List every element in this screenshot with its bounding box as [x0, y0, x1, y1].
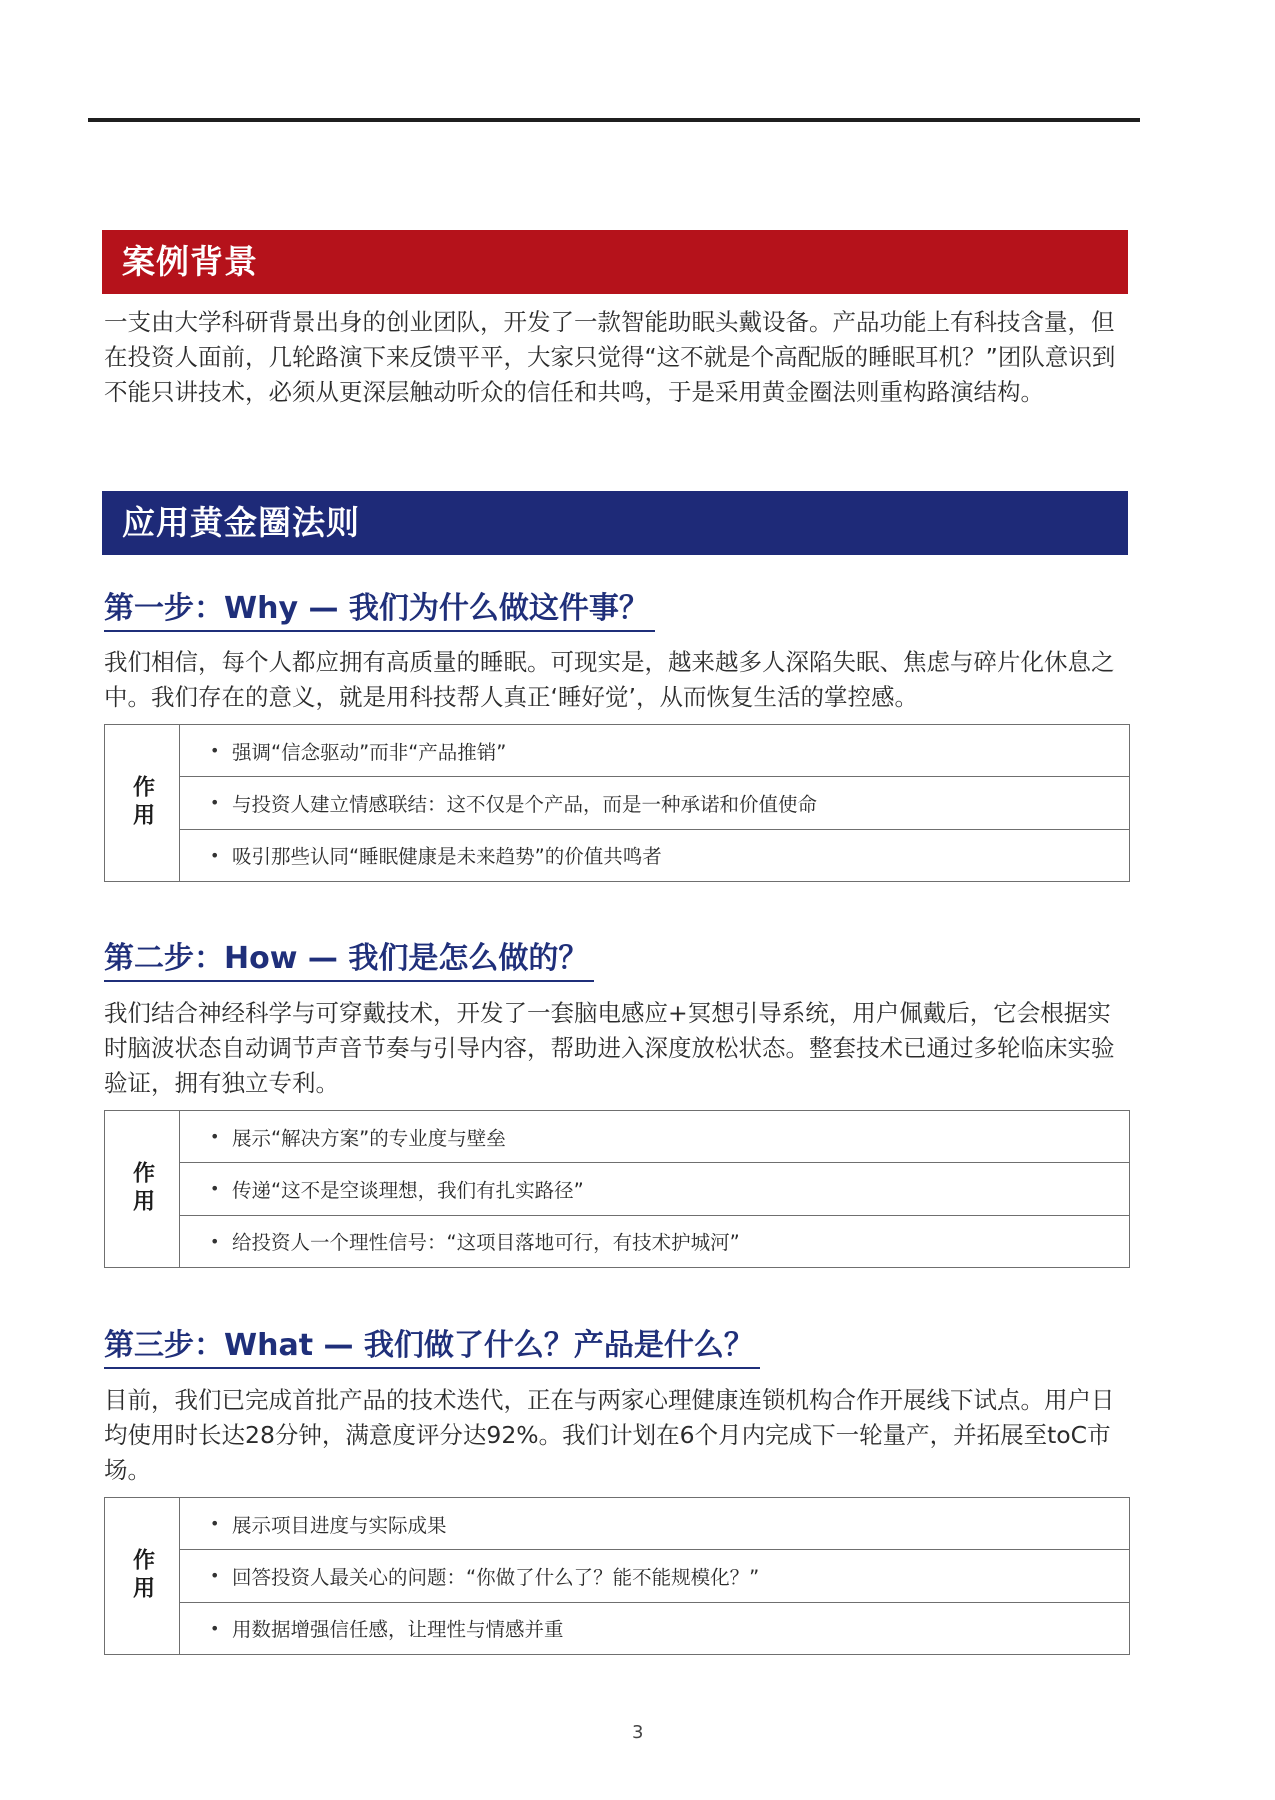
- step-3-title: 第三步：What — 我们做了什么？产品是什么？: [104, 1325, 760, 1369]
- effect-item: • 用数据增强信任感，让理性与情感并重: [210, 1618, 564, 1642]
- bullet-icon: •: [210, 1179, 220, 1199]
- bullet-icon: •: [210, 1231, 220, 1251]
- effect-item: • 与投资人建立情感联结：这不仅是个产品，而是一种承诺和价值使命: [180, 777, 1129, 829]
- effects-label: 作用: [105, 1498, 180, 1654]
- bullet-icon: •: [210, 1514, 220, 1534]
- effect-item: • 吸引那些认同“睡眠健康是未来趋势”的价值共鸣者: [210, 845, 662, 869]
- step-3-effects-box: [104, 1497, 1130, 1655]
- section-title-background: 案例背景: [102, 230, 1128, 294]
- step-2-effects-box: [104, 1110, 1130, 1268]
- bullet-icon: •: [210, 1566, 220, 1586]
- intro-paragraph: 一支由大学科研背景出身的创业团队，开发了一款智能助眠头戴设备。产品功能上有科技含量，但在投资人面前，几轮路演下来反馈平平，大家只觉得“这不就是个高配版的睡眠耳机？”团队意识到不能只讲技术，必须从更深层触动听众的信任和共鸣，于是采用黄金圈法则重构路演结构。: [104, 308, 1116, 406]
- effect-item: • 展示项目进度与实际成果: [180, 1498, 1129, 1550]
- section-title-method: 应用黄金圈法则: [102, 491, 1128, 555]
- step-3-body: 目前，我们已完成首批产品的技术迭代，正在与两家心理健康连锁机构合作开展线下试点。用户日均使用时长达28分钟，满意度评分达92%。我们计划在6个月内完成下一轮量产，并拓展至toC市场。: [104, 1386, 1115, 1484]
- page-number: 3: [632, 1722, 644, 1743]
- effect-item: • 传递“这不是空谈理想，我们有扎实路径”: [180, 1163, 1129, 1215]
- effect-item: • 强调“信念驱动”而非“产品推销”: [180, 725, 1129, 777]
- bullet-icon: •: [210, 1127, 220, 1147]
- bullet-icon: •: [210, 741, 220, 761]
- step-1-effects-box: [104, 724, 1130, 882]
- step-2-body: 我们结合神经科学与可穿戴技术，开发了一套脑电感应+冥想引导系统，用户佩戴后，它会根据实时脑波状态自动调节声音节奏与引导内容，帮助进入深度放松状态。整套技术已通过多轮临床实验验证，拥有独立专利。: [104, 999, 1115, 1097]
- step-1-body: 我们相信，每个人都应拥有高质量的睡眠。可现实是，越来越多人深陷失眠、焦虑与碎片化休息之中。我们存在的意义，就是用科技帮人真正‘睡好觉’，从而恢复生活的掌控感。: [104, 648, 1115, 711]
- effects-label: 作用: [105, 1111, 180, 1267]
- effects-label: 作用: [105, 725, 180, 881]
- effect-item: • 给投资人一个理性信号：“这项目落地可行，有技术护城河”: [210, 1231, 740, 1255]
- step-1-title: 第一步：Why — 我们为什么做这件事？: [104, 588, 655, 632]
- bullet-icon: •: [210, 845, 220, 865]
- effect-item: • 回答投资人最关心的问题：“你做了什么了？能不能规模化？”: [180, 1550, 1129, 1602]
- bullet-icon: •: [210, 793, 220, 813]
- effect-item: • 展示“解决方案”的专业度与壁垒: [180, 1111, 1129, 1163]
- bullet-icon: •: [210, 1618, 220, 1638]
- step-2-title: 第二步：How — 我们是怎么做的？: [104, 938, 594, 982]
- top-rule: [88, 118, 1140, 122]
